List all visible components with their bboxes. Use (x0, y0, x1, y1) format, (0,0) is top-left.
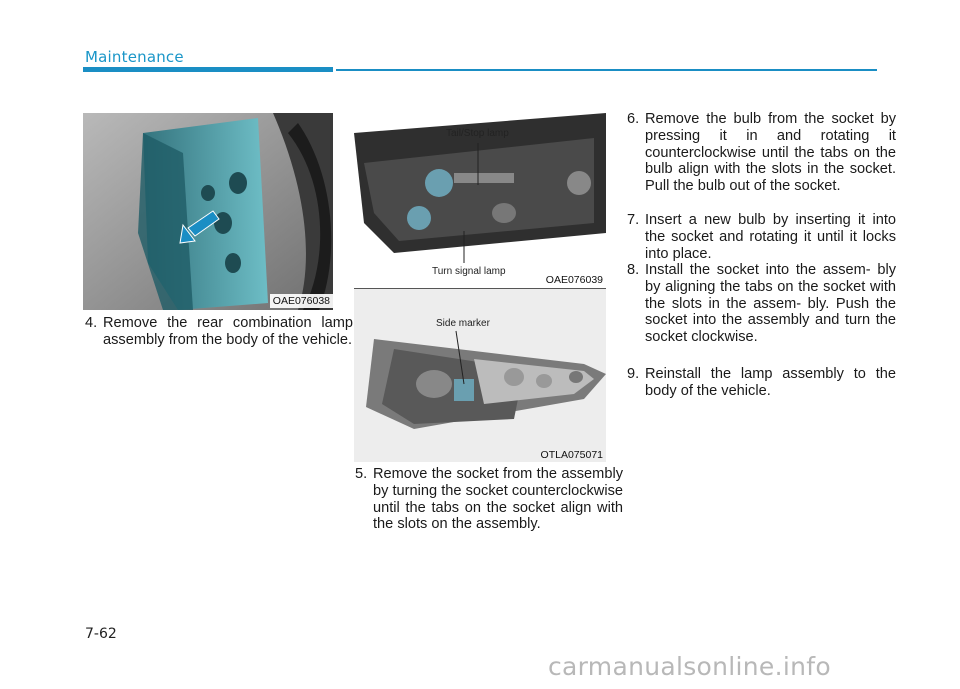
step-4 (85, 315, 353, 349)
lamp-bulbs-illustration (354, 113, 606, 288)
section-title: Maintenance (85, 48, 184, 66)
step-number: 9. (627, 366, 640, 382)
callout-side-marker: Side marker (436, 318, 490, 329)
step-number: 5. (355, 466, 368, 482)
step-number: 7. (627, 212, 640, 228)
step-text: Remove the socket from the assembly by turning the socket counterclockwise until the tabs on the socket align with the slots on the assembly. (373, 466, 623, 533)
step-text: Insert a new bulb by inserting it into the socket and rotating it until it locks into place. (645, 212, 896, 262)
step-number: 4. (85, 315, 98, 331)
watermark: carmanualsonline.info (548, 652, 831, 681)
callout-turn-signal-lamp: Turn signal lamp (432, 266, 506, 277)
page-number: 7-62 (85, 626, 117, 642)
step-text: Remove the rear combination lamp assembly from the body of the vehicle. (103, 315, 353, 348)
header-rule-thin (336, 69, 877, 71)
callout-tail-stop-lamp: Tail/Stop lamp (446, 128, 509, 139)
step-6 (627, 111, 896, 195)
step-5 (355, 466, 623, 533)
side-marker-illustration (354, 289, 606, 462)
step-number: 8. (627, 262, 640, 278)
step-text: Remove the bulb from the socket by pressing it in and rotating it counterclockwise until the tabs on the bulb align with the slots in the socket. Pull the bulb out of the socket. (645, 111, 896, 195)
figure-lamp-removal (83, 113, 333, 310)
step-text: Reinstall the lamp assembly to the body of the vehicle. (645, 366, 896, 399)
step-9 (627, 366, 896, 400)
figure-side-marker (354, 289, 606, 462)
step-text: Install the socket into the assem- bly by aligning the tabs on the socket with the slots in the assem- bly. Push the socket into the assembly and turn the socket clockwise. (645, 262, 896, 346)
figure-code-1: OAE076038 (270, 294, 333, 308)
step-number: 6. (627, 111, 640, 127)
header-rule-thick (83, 67, 333, 72)
figure-code-2: OAE076039 (543, 273, 606, 287)
lamp-removal-illustration (83, 113, 333, 310)
figure-lamp-bulbs (354, 113, 606, 288)
step-7 (627, 212, 896, 262)
step-8 (627, 262, 896, 346)
figure-code-3: OTLA075071 (540, 449, 603, 461)
